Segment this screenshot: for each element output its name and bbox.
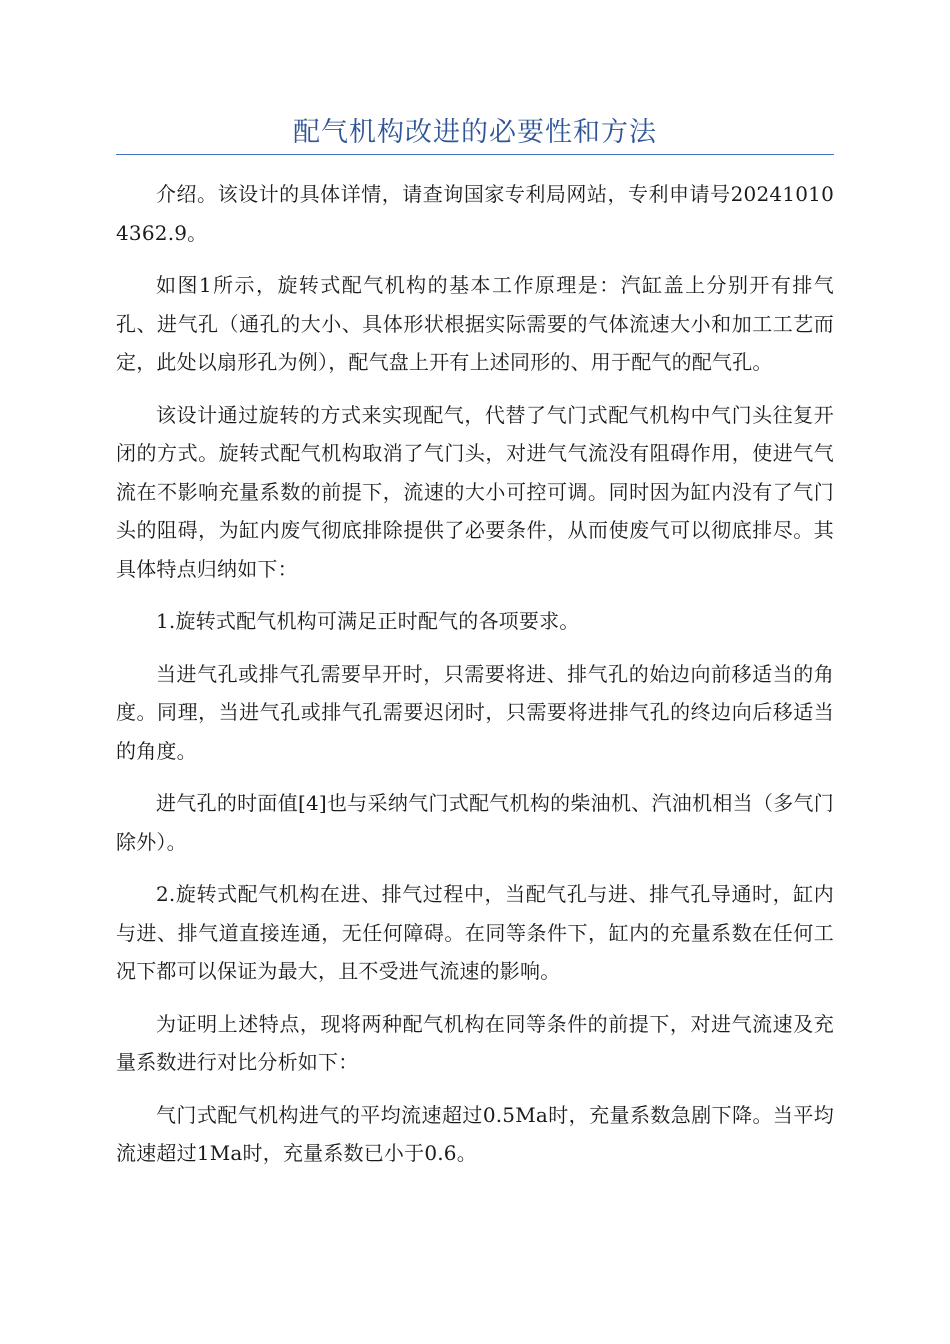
paragraph-time-area: 进气孔的时面值[4]也与采纳气门式配气机构的柴油机、汽油机相当（多气门除外）。 bbox=[116, 791, 834, 854]
paragraph-feature-2: 2.旋转式配气机构在进、排气过程中，当配气孔与进、排气孔导通时，缸内与进、排气道直接连通，无任何障碍。在同等条件下，缸内的充量系数在任何工况下都可以保证为最大，且不受进气流速的影响。 bbox=[116, 882, 834, 983]
title-underline bbox=[116, 154, 834, 155]
paragraph-design: 该设计通过旋转的方式来实现配气，代替了气门式配气机构中气门头往复开闭的方式。旋转式配气机构取消了气门头，对进气气流没有阻碍作用，使进气气流在不影响充量系数的前提下，流速的大小可控可调。同时因为缸内没有了气门头的阻碍，为缸内废气彻底排除提供了必要条件，从而使废气可以彻底排尽。其具体特点归纳如下： bbox=[116, 402, 834, 581]
document-body bbox=[116, 175, 834, 1187]
paragraph-principle: 如图1所示，旋转式配气机构的基本工作原理是：汽缸盖上分别开有排气孔、进气孔（通孔的大小、具体形状根据实际需要的气体流速大小和加工工艺而定，此处以扇形孔为例），配气盘上开有上述同形的、用于配气的配气孔。 bbox=[116, 273, 834, 374]
paragraph-timing: 当进气孔或排气孔需要早开时，只需要将进、排气孔的始边向前移适当的角度。同理，当进气孔或排气孔需要迟闭时，只需要将进排气孔的终边向后移适当的角度。 bbox=[116, 661, 834, 763]
document-title: 配气机构改进的必要性和方法 bbox=[293, 117, 657, 148]
paragraph-feature-1: 1.旋转式配气机构可满足正时配气的各项要求。 bbox=[156, 609, 580, 633]
paragraph-flow-speed: 气门式配气机构进气的平均流速超过0.5Ma时，充量系数急剧下降。当平均流速超过1Ma时，充量系数已小于0.6。 bbox=[116, 1102, 834, 1165]
paragraph-intro: 介绍。该设计的具体详情，请查询国家专利局网站，专利申请号202410104362.9。 bbox=[116, 182, 834, 245]
paragraph-comparison: 为证明上述特点，现将两种配气机构在同等条件的前提下，对进气流速及充量系数进行对比分析如下： bbox=[116, 1011, 834, 1074]
